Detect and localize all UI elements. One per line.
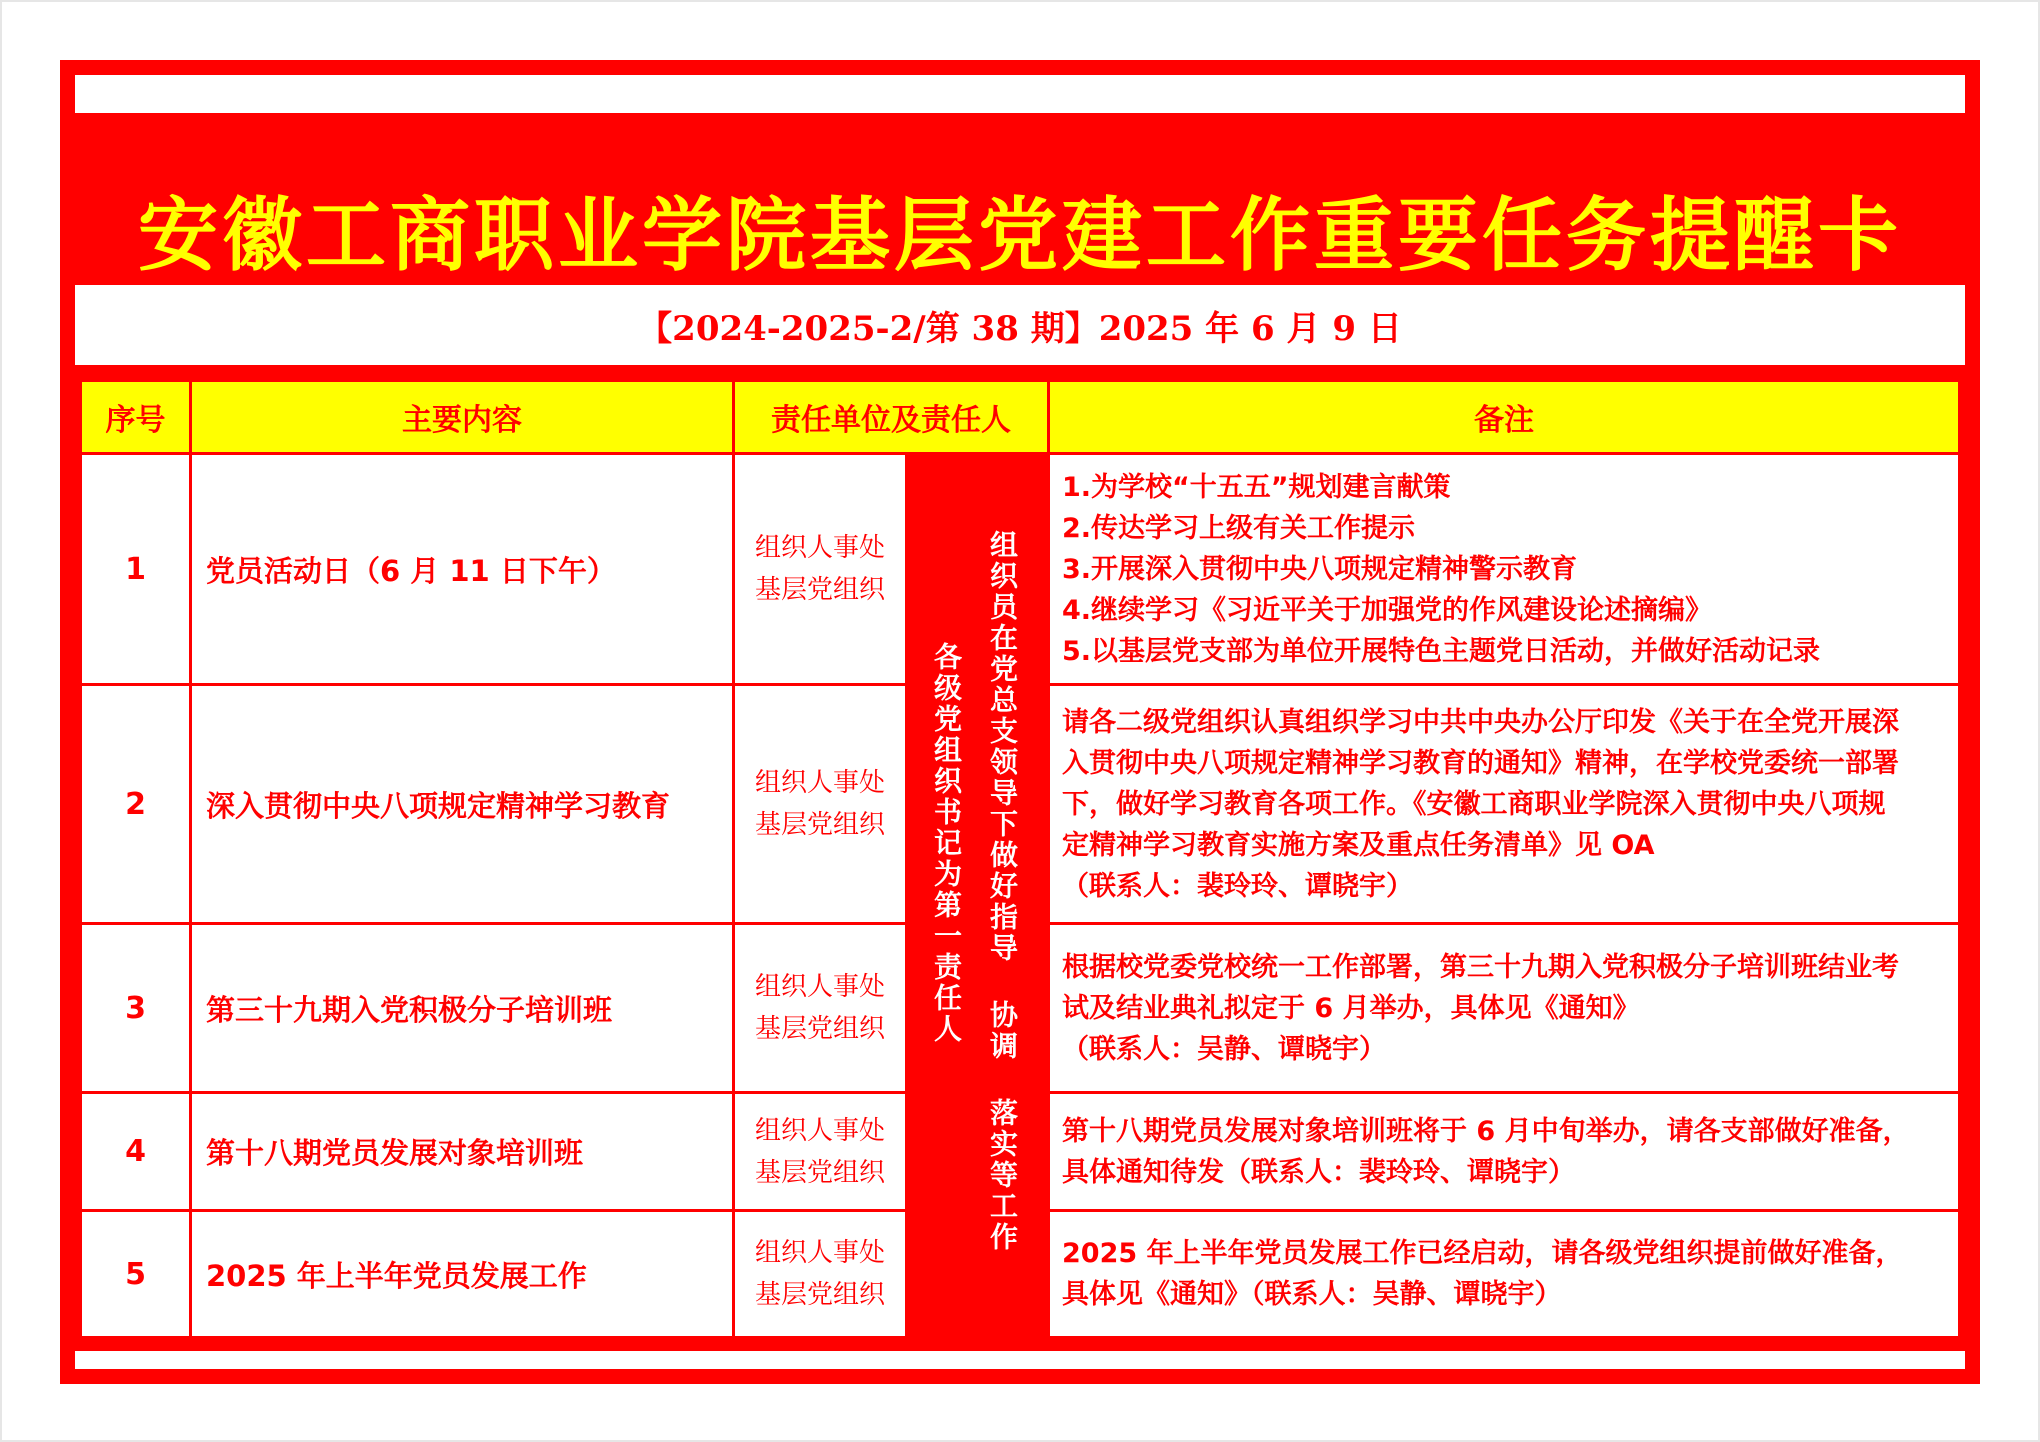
remark-line: 定精神学习教育实施方案及重点任务清单》见 OA [1062, 829, 1655, 861]
row-remarks [1050, 1094, 1958, 1209]
row-index: 3 [82, 925, 189, 1091]
row-index: 4 [82, 1094, 189, 1209]
unit-line: 组织人事处 [754, 533, 885, 563]
header-remarks: 备注 [1050, 382, 1958, 452]
row-remarks [1050, 1212, 1958, 1336]
remark-line: 试及结业典礼拟定于 6 月举办，具体见《通知》 [1062, 992, 1640, 1024]
unit-line: 组织人事处 [754, 1238, 885, 1268]
issue-date: 【2024-2025-2/第 38 期】2025 年 6 月 9 日 [638, 308, 1402, 349]
remark-line: 请各二级党组织认真组织学习中共中央办公厅印发《关于在全党开展深 [1062, 706, 1899, 738]
remark-line: 入贯彻中央八项规定精神学习教育的通知》精神，在学校党委统一部署 [1062, 747, 1899, 779]
unit-line: 组织人事处 [754, 972, 885, 1002]
unit-line: 组织人事处 [754, 1115, 885, 1146]
unit-line: 基层党组织 [754, 1157, 885, 1188]
remark-line: 第十八期党员发展对象培训班将于 6 月中旬举办，请各支部做好准备， [1062, 1115, 1910, 1147]
remark-line: 具体通知待发（联系人：裴玲玲、谭晓宇） [1062, 1156, 1575, 1188]
unit-line: 基层党组织 [754, 1280, 885, 1310]
card-title: 安徽工商职业学院基层党建工作重要任务提醒卡 [138, 188, 1902, 282]
row-remarks [1050, 925, 1958, 1091]
row-unit [735, 925, 905, 1091]
unit-line: 基层党组织 [754, 1014, 885, 1044]
bottom-white-strip [75, 1351, 1965, 1369]
row-unit [735, 1094, 905, 1209]
remark-line: 1.为学校“十五五”规划建言献策 [1062, 471, 1451, 503]
row-index: 5 [82, 1212, 189, 1336]
row-index: 2 [82, 686, 189, 922]
remark-line: （联系人：裴玲玲、谭晓宇） [1062, 870, 1413, 902]
task-table [80, 380, 1960, 1338]
remark-line: 具体见《通知》（联系人：吴静、谭晓宇） [1062, 1279, 1562, 1310]
row-content: 深入贯彻中央八项规定精神学习教育 [192, 686, 732, 922]
row-content: 第三十九期入党积极分子培训班 [192, 925, 732, 1091]
row-index: 1 [82, 455, 189, 683]
remark-line: 4.继续学习《习近平关于加强党的作风建设论述摘编》 [1062, 594, 1713, 626]
remark-line: 下，做好学习教育各项工作。《安徽工商职业学院深入贯彻中央八项规 [1062, 788, 1886, 820]
unit-line: 组织人事处 [754, 768, 885, 798]
header-responsible: 责任单位及责任人 [735, 382, 1047, 452]
row-content: 党员活动日（6 月 11 日下午） [192, 455, 732, 683]
top-white-strip [75, 75, 1965, 113]
row-unit [735, 1212, 905, 1336]
responsible-note-secretary: 各级党组织书记为第一责任人 [930, 642, 963, 1045]
row-content: 2025 年上半年党员发展工作 [192, 1212, 732, 1336]
reminder-card [60, 60, 1980, 1384]
unit-line: 基层党组织 [754, 810, 885, 840]
header-index: 序号 [82, 382, 189, 452]
remark-line: 3.开展深入贯彻中央八项规定精神警示教育 [1062, 553, 1578, 585]
remark-line: （联系人：吴静、谭晓宇） [1062, 1033, 1386, 1065]
remark-line: 根据校党委党校统一工作部署，第三十九期入党积极分子培训班结业考 [1062, 951, 1899, 983]
row-remarks [1050, 455, 1958, 683]
responsible-note-guidance: 组织员在党总支领导下做好指导 协调 落实等工作 [986, 530, 1019, 1253]
remark-line: 2.传达学习上级有关工作提示 [1062, 512, 1416, 544]
header-content: 主要内容 [192, 382, 732, 452]
row-content: 第十八期党员发展对象培训班 [192, 1094, 732, 1209]
row-remarks [1050, 686, 1958, 922]
remark-line: 5.以基层党支部为单位开展特色主题党日活动，并做好活动记录 [1062, 635, 1821, 667]
issue-band [75, 285, 1965, 365]
remark-line: 2025 年上半年党员发展工作已经启动，请各级党组织提前做好准备， [1062, 1238, 1903, 1269]
row-unit [735, 455, 905, 683]
unit-line: 基层党组织 [754, 575, 885, 605]
row-unit [735, 686, 905, 922]
